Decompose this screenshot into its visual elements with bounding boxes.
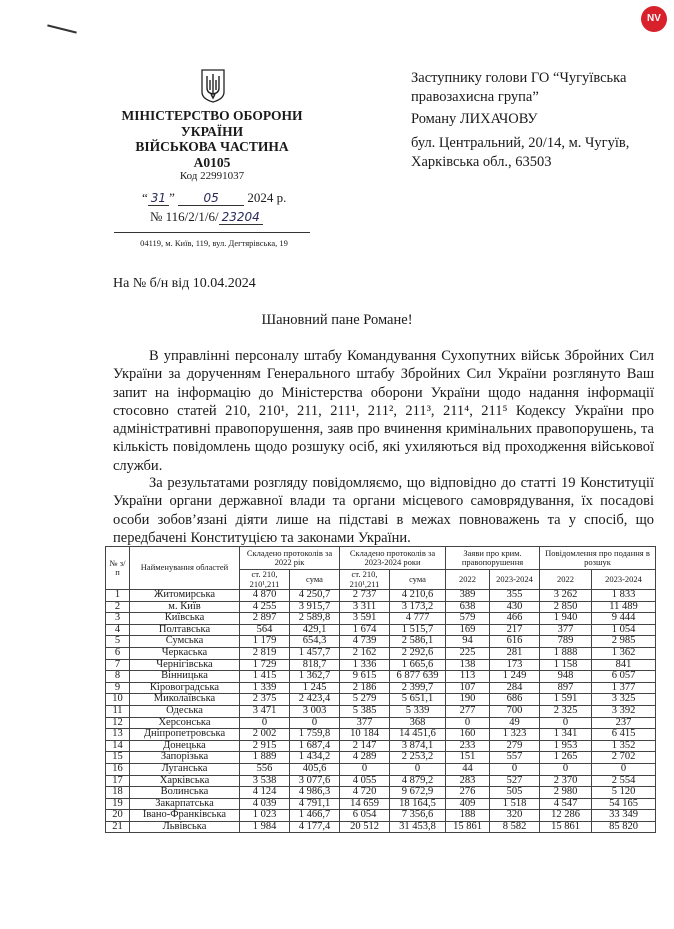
cell-sum-2022: 4 177,4 — [290, 821, 340, 833]
cell-region: Київська — [130, 613, 240, 625]
cell-wanted-2023-2024: 2 554 — [592, 775, 656, 787]
cell-region: Житомирська — [130, 590, 240, 602]
reference-line: На № б/н від 10.04.2024 — [113, 276, 256, 291]
cell-region: Харківська — [130, 775, 240, 787]
cell-protocols-2023-2024: 2 147 — [340, 740, 390, 752]
cell-reports-2022: 283 — [446, 775, 490, 787]
recipient-block — [411, 69, 661, 172]
cell-sum-2022: 2 423,4 — [290, 694, 340, 706]
table-row — [106, 821, 656, 833]
col-subheader-2023-2024: 2023-2024 — [490, 570, 540, 590]
divider — [114, 232, 310, 233]
sender-block — [112, 108, 312, 170]
cell-wanted-2023-2024: 54 165 — [592, 798, 656, 810]
cell-region: Чернігівська — [130, 659, 240, 671]
table-row — [106, 775, 656, 787]
cell-wanted-2023-2024: 6 415 — [592, 729, 656, 741]
cell-wanted-2023-2024: 0 — [592, 763, 656, 775]
cell-reports-2023-2024: 1 249 — [490, 671, 540, 683]
cell-sum-2023-2024: 4 879,2 — [390, 775, 446, 787]
cell-sum-2022: 1 434,2 — [290, 752, 340, 764]
cell-reports-2022: 160 — [446, 729, 490, 741]
col-subheader-articles: ст. 210, 210¹,211 — [340, 570, 390, 590]
cell-number: 14 — [106, 740, 130, 752]
cell-sum-2023-2024: 5 651,1 — [390, 694, 446, 706]
sender-line: УКРАЇНИ — [180, 123, 244, 139]
cell-wanted-2022: 0 — [540, 763, 592, 775]
cell-sum-2023-2024: 31 453,8 — [390, 821, 446, 833]
cell-protocols-2023-2024: 4 055 — [340, 775, 390, 787]
cell-sum-2022: 3 077,6 — [290, 775, 340, 787]
cell-number: 9 — [106, 682, 130, 694]
sender-line: МІНІСТЕРСТВО ОБОРОНИ — [121, 108, 303, 123]
cell-wanted-2022: 3 262 — [540, 590, 592, 602]
cell-sum-2022: 1 362,7 — [290, 671, 340, 683]
cell-sum-2022: 0 — [290, 717, 340, 729]
cell-wanted-2023-2024: 2 985 — [592, 636, 656, 648]
cell-sum-2023-2024: 2 292,6 — [390, 647, 446, 659]
cell-sum-2022: 1 687,4 — [290, 740, 340, 752]
cell-number: 10 — [106, 694, 130, 706]
cell-reports-2023-2024: 279 — [490, 740, 540, 752]
col-subheader-2022: 2022 — [540, 570, 592, 590]
cell-protocols-2022: 2 915 — [240, 740, 290, 752]
cell-wanted-2023-2024: 11 489 — [592, 601, 656, 613]
cell-number: 21 — [106, 821, 130, 833]
cell-sum-2022: 429,1 — [290, 624, 340, 636]
cell-protocols-2022: 1 339 — [240, 682, 290, 694]
cell-number: 8 — [106, 671, 130, 683]
cell-protocols-2022: 556 — [240, 763, 290, 775]
cell-reports-2022: 190 — [446, 694, 490, 706]
cell-protocols-2022: 4 255 — [240, 601, 290, 613]
registration-number — [150, 209, 263, 225]
salutation: Шановний пане Романе! — [261, 312, 413, 328]
cell-protocols-2022: 2 819 — [240, 647, 290, 659]
col-header-number: № з/п — [106, 547, 130, 590]
cell-region: Запорізька — [130, 752, 240, 764]
cell-sum-2022: 1 457,7 — [290, 647, 340, 659]
cell-number: 17 — [106, 775, 130, 787]
cell-wanted-2023-2024: 1 352 — [592, 740, 656, 752]
cell-wanted-2022: 789 — [540, 636, 592, 648]
cell-number: 12 — [106, 717, 130, 729]
cell-wanted-2022: 4 547 — [540, 798, 592, 810]
cell-sum-2022: 818,7 — [290, 659, 340, 671]
cell-wanted-2023-2024: 9 444 — [592, 613, 656, 625]
cell-sum-2022: 3 915,7 — [290, 601, 340, 613]
cell-protocols-2022: 564 — [240, 624, 290, 636]
cell-wanted-2022: 948 — [540, 671, 592, 683]
cell-number: 7 — [106, 659, 130, 671]
cell-sum-2023-2024: 4 777 — [390, 613, 446, 625]
col-subheader-2023-2024: 2023-2024 — [592, 570, 656, 590]
cell-protocols-2023-2024: 5 385 — [340, 705, 390, 717]
table-row — [106, 729, 656, 741]
cell-wanted-2023-2024: 85 820 — [592, 821, 656, 833]
table-row — [106, 694, 656, 706]
cell-protocols-2022: 1 179 — [240, 636, 290, 648]
cell-protocols-2022: 1 889 — [240, 752, 290, 764]
cell-sum-2022: 1 759,8 — [290, 729, 340, 741]
cell-wanted-2023-2024: 1 362 — [592, 647, 656, 659]
table-row — [106, 717, 656, 729]
cell-protocols-2023-2024: 2 162 — [340, 647, 390, 659]
cell-sum-2023-2024: 5 339 — [390, 705, 446, 717]
col-subheader-sum: сума — [390, 570, 446, 590]
cell-reports-2022: 225 — [446, 647, 490, 659]
table-row — [106, 647, 656, 659]
cell-number: 1 — [106, 590, 130, 602]
date-month: 05 — [178, 191, 244, 206]
cell-wanted-2023-2024: 1 054 — [592, 624, 656, 636]
cell-reports-2023-2024: 616 — [490, 636, 540, 648]
cell-wanted-2023-2024: 2 702 — [592, 752, 656, 764]
cell-protocols-2022: 3 538 — [240, 775, 290, 787]
recipient-line: Харківська обл., 63503 — [411, 154, 552, 170]
cell-wanted-2022: 2 370 — [540, 775, 592, 787]
cell-reports-2023-2024: 527 — [490, 775, 540, 787]
sender-line: ВІЙСЬКОВА ЧАСТИНА — [135, 139, 289, 154]
body-paragraph: За результатами розгляду повідомляємо, що відповідно до статті 19 Конституції України органи державної влади та органи місцевого самоврядування, їх посадові особи зобов’язані діяти лише на підставі в межах повноважень та у спосіб, що передбачені Конституцією та законами України. — [113, 475, 654, 546]
cell-protocols-2023-2024: 3 311 — [340, 601, 390, 613]
cell-reports-2022: 0 — [446, 717, 490, 729]
cell-reports-2022: 113 — [446, 671, 490, 683]
table-row — [106, 659, 656, 671]
cell-sum-2022: 654,3 — [290, 636, 340, 648]
cell-wanted-2022: 1 265 — [540, 752, 592, 764]
table-row — [106, 590, 656, 602]
cell-sum-2022: 4 986,3 — [290, 787, 340, 799]
cell-wanted-2022: 1 953 — [540, 740, 592, 752]
cell-protocols-2022: 4 124 — [240, 787, 290, 799]
sender-line: А0105 — [193, 154, 231, 170]
cell-reports-2022: 409 — [446, 798, 490, 810]
cell-reports-2023-2024: 284 — [490, 682, 540, 694]
cell-protocols-2022: 1 984 — [240, 821, 290, 833]
cell-region: Івано-Франківська — [130, 810, 240, 822]
table-row — [106, 671, 656, 683]
table-row — [106, 682, 656, 694]
outgoing-date: “ 31 ” 05 2024 р. — [142, 190, 287, 205]
cell-wanted-2022: 2 850 — [540, 601, 592, 613]
cell-sum-2022: 2 589,8 — [290, 613, 340, 625]
cell-reports-2023-2024: 557 — [490, 752, 540, 764]
cell-protocols-2023-2024: 2 737 — [340, 590, 390, 602]
cell-wanted-2022: 1 591 — [540, 694, 592, 706]
col-header-region: Найменування областей — [130, 547, 240, 590]
cell-region: Закарпатська — [130, 798, 240, 810]
cell-sum-2023-2024: 0 — [390, 763, 446, 775]
cell-protocols-2023-2024: 20 512 — [340, 821, 390, 833]
cell-wanted-2023-2024: 6 057 — [592, 671, 656, 683]
cell-sum-2023-2024: 6 877 639 — [390, 671, 446, 683]
cell-reports-2022: 107 — [446, 682, 490, 694]
cell-region: Сумська — [130, 636, 240, 648]
col-subheader-2022: 2022 — [446, 570, 490, 590]
cell-region: Дніпропетровська — [130, 729, 240, 741]
table-row — [106, 810, 656, 822]
statistics-table — [105, 546, 656, 833]
cell-wanted-2023-2024: 1 833 — [592, 590, 656, 602]
cell-wanted-2023-2024: 237 — [592, 717, 656, 729]
cell-wanted-2022: 12 286 — [540, 810, 592, 822]
cell-reports-2023-2024: 320 — [490, 810, 540, 822]
col-header-protocols-2023-2024: Складено протоколів за 2023-2024 роки — [340, 547, 446, 570]
cell-region: Донецька — [130, 740, 240, 752]
cell-protocols-2023-2024: 6 054 — [340, 810, 390, 822]
cell-sum-2023-2024: 18 164,5 — [390, 798, 446, 810]
cell-number: 20 — [106, 810, 130, 822]
col-header-protocols-2022: Складено протоколів за 2022 рік — [240, 547, 340, 570]
cell-reports-2023-2024: 505 — [490, 787, 540, 799]
cell-protocols-2023-2024: 0 — [340, 763, 390, 775]
cell-protocols-2022: 2 002 — [240, 729, 290, 741]
cell-region: Львівська — [130, 821, 240, 833]
cell-protocols-2022: 1 415 — [240, 671, 290, 683]
cell-number: 3 — [106, 613, 130, 625]
cell-sum-2022: 4 250,7 — [290, 590, 340, 602]
cell-reports-2022: 151 — [446, 752, 490, 764]
col-header-criminal-reports: Заяви про крим. правопорушення — [446, 547, 540, 570]
cell-protocols-2022: 1 023 — [240, 810, 290, 822]
cell-sum-2023-2024: 4 210,6 — [390, 590, 446, 602]
cell-region: Волинська — [130, 787, 240, 799]
col-header-wanted-notices: Повідомлення про подання в розшук — [540, 547, 656, 570]
cell-region: Вінницька — [130, 671, 240, 683]
cell-wanted-2023-2024: 5 120 — [592, 787, 656, 799]
sender-address: 04119, м. Київ, 119, вул. Дегтярівська, 19 — [140, 238, 288, 248]
cell-wanted-2023-2024: 3 392 — [592, 705, 656, 717]
cell-sum-2022: 4 791,1 — [290, 798, 340, 810]
cell-reports-2023-2024: 8 582 — [490, 821, 540, 833]
cell-sum-2023-2024: 2 399,7 — [390, 682, 446, 694]
table-row — [106, 624, 656, 636]
body-paragraph: В управлінні персоналу штабу Командування Сухопутних військ Збройних Сил України за дорученням Генерального штабу Збройних Сил України розглянуто Ваш запит на інформацію до Міністерства оборони України щодо надання інформації стосовно статей 210, 210¹, 211, 211¹, 211², 211³, 211⁴, 211⁵ Кодексу України про адміністративні правопорушення, заяв про вчинення кримінальних правопорушень, та кількість повідомлень щодо розшуку осіб, які ухиляються від проходження військової служби. — [113, 348, 654, 474]
cell-protocols-2022: 3 471 — [240, 705, 290, 717]
cell-wanted-2022: 2 325 — [540, 705, 592, 717]
cell-protocols-2023-2024: 377 — [340, 717, 390, 729]
table-row — [106, 601, 656, 613]
table-row — [106, 763, 656, 775]
table-body — [106, 590, 656, 833]
cell-reports-2022: 138 — [446, 659, 490, 671]
table-row — [106, 636, 656, 648]
recipient-line: Заступнику голови ГО “Чугуївська — [411, 70, 627, 86]
date-year: 2024 р. — [247, 190, 287, 205]
cell-protocols-2022: 1 729 — [240, 659, 290, 671]
cell-protocols-2023-2024: 1 674 — [340, 624, 390, 636]
table-header-row — [106, 547, 656, 570]
cell-number: 6 — [106, 647, 130, 659]
table-row — [106, 705, 656, 717]
cell-number: 13 — [106, 729, 130, 741]
cell-region: Херсонська — [130, 717, 240, 729]
cell-wanted-2022: 15 861 — [540, 821, 592, 833]
cell-sum-2022: 1 245 — [290, 682, 340, 694]
cell-sum-2023-2024: 14 451,6 — [390, 729, 446, 741]
cell-reports-2023-2024: 355 — [490, 590, 540, 602]
cell-sum-2023-2024: 3 173,2 — [390, 601, 446, 613]
cell-region: Луганська — [130, 763, 240, 775]
cell-number: 16 — [106, 763, 130, 775]
cell-reports-2022: 233 — [446, 740, 490, 752]
scan-mark — [47, 24, 77, 33]
cell-reports-2022: 277 — [446, 705, 490, 717]
cell-region: Миколаївська — [130, 694, 240, 706]
table-row — [106, 613, 656, 625]
table-row — [106, 740, 656, 752]
cell-protocols-2023-2024: 10 184 — [340, 729, 390, 741]
cell-wanted-2022: 1 940 — [540, 613, 592, 625]
cell-protocols-2023-2024: 4 720 — [340, 787, 390, 799]
cell-protocols-2023-2024: 2 186 — [340, 682, 390, 694]
cell-sum-2022: 3 003 — [290, 705, 340, 717]
cell-wanted-2023-2024: 841 — [592, 659, 656, 671]
cell-protocols-2022: 0 — [240, 717, 290, 729]
cell-region: Черкаська — [130, 647, 240, 659]
cell-sum-2023-2024: 3 874,1 — [390, 740, 446, 752]
recipient-line: правозахисна група” — [411, 89, 539, 105]
recipient-line: бул. Центральний, 20/14, м. Чугуїв, — [411, 135, 630, 151]
sender-code: Код 22991037 — [179, 170, 245, 182]
cell-reports-2023-2024: 173 — [490, 659, 540, 671]
table-row — [106, 752, 656, 764]
col-subheader-sum: сума — [290, 570, 340, 590]
cell-wanted-2022: 377 — [540, 624, 592, 636]
cell-region: Полтавська — [130, 624, 240, 636]
reg-number: 23204 — [219, 210, 263, 225]
cell-number: 2 — [106, 601, 130, 613]
cell-sum-2023-2024: 2 586,1 — [390, 636, 446, 648]
cell-reports-2023-2024: 0 — [490, 763, 540, 775]
cell-reports-2023-2024: 686 — [490, 694, 540, 706]
cell-number: 19 — [106, 798, 130, 810]
cell-reports-2022: 44 — [446, 763, 490, 775]
cell-wanted-2022: 897 — [540, 682, 592, 694]
cell-wanted-2023-2024: 3 325 — [592, 694, 656, 706]
cell-sum-2023-2024: 9 672,9 — [390, 787, 446, 799]
cell-protocols-2022: 2 897 — [240, 613, 290, 625]
cell-protocols-2023-2024: 3 591 — [340, 613, 390, 625]
table-row — [106, 787, 656, 799]
cell-sum-2022: 405,6 — [290, 763, 340, 775]
cell-sum-2023-2024: 1 515,7 — [390, 624, 446, 636]
cell-reports-2023-2024: 466 — [490, 613, 540, 625]
cell-region: Кіровоградська — [130, 682, 240, 694]
cell-wanted-2022: 2 980 — [540, 787, 592, 799]
cell-wanted-2022: 1 888 — [540, 647, 592, 659]
cell-region: м. Київ — [130, 601, 240, 613]
cell-protocols-2022: 2 375 — [240, 694, 290, 706]
cell-number: 15 — [106, 752, 130, 764]
cell-number: 4 — [106, 624, 130, 636]
cell-wanted-2022: 1 158 — [540, 659, 592, 671]
reg-prefix: № 116/2/1/6/ — [150, 209, 219, 224]
cell-protocols-2023-2024: 1 336 — [340, 659, 390, 671]
nv-logo-badge: NV — [641, 6, 667, 32]
trident-emblem-icon — [200, 68, 226, 104]
cell-reports-2022: 188 — [446, 810, 490, 822]
col-subheader-articles: ст. 210, 210¹,211 — [240, 570, 290, 590]
cell-protocols-2022: 4 039 — [240, 798, 290, 810]
cell-wanted-2023-2024: 33 349 — [592, 810, 656, 822]
cell-reports-2022: 94 — [446, 636, 490, 648]
cell-reports-2023-2024: 1 323 — [490, 729, 540, 741]
cell-reports-2022: 579 — [446, 613, 490, 625]
cell-number: 5 — [106, 636, 130, 648]
cell-wanted-2023-2024: 1 377 — [592, 682, 656, 694]
cell-wanted-2022: 1 341 — [540, 729, 592, 741]
cell-region: Одеська — [130, 705, 240, 717]
recipient-line: Роману ЛИХАЧОВУ — [411, 111, 538, 127]
cell-sum-2023-2024: 2 253,2 — [390, 752, 446, 764]
cell-number: 18 — [106, 787, 130, 799]
cell-reports-2022: 15 861 — [446, 821, 490, 833]
cell-sum-2023-2024: 1 665,6 — [390, 659, 446, 671]
cell-sum-2023-2024: 7 356,6 — [390, 810, 446, 822]
date-day: 31 — [148, 191, 169, 206]
cell-reports-2023-2024: 217 — [490, 624, 540, 636]
cell-wanted-2022: 0 — [540, 717, 592, 729]
cell-protocols-2023-2024: 4 289 — [340, 752, 390, 764]
cell-reports-2023-2024: 281 — [490, 647, 540, 659]
cell-reports-2023-2024: 700 — [490, 705, 540, 717]
cell-sum-2023-2024: 368 — [390, 717, 446, 729]
cell-protocols-2023-2024: 5 279 — [340, 694, 390, 706]
cell-protocols-2022: 4 870 — [240, 590, 290, 602]
statistics-table-wrapper — [105, 546, 655, 833]
cell-protocols-2023-2024: 9 615 — [340, 671, 390, 683]
cell-number: 11 — [106, 705, 130, 717]
cell-protocols-2023-2024: 14 659 — [340, 798, 390, 810]
cell-protocols-2023-2024: 4 739 — [340, 636, 390, 648]
cell-reports-2022: 389 — [446, 590, 490, 602]
cell-reports-2022: 276 — [446, 787, 490, 799]
cell-reports-2022: 638 — [446, 601, 490, 613]
table-row — [106, 798, 656, 810]
cell-sum-2022: 1 466,7 — [290, 810, 340, 822]
cell-reports-2023-2024: 430 — [490, 601, 540, 613]
cell-reports-2023-2024: 1 518 — [490, 798, 540, 810]
cell-reports-2023-2024: 49 — [490, 717, 540, 729]
cell-reports-2022: 169 — [446, 624, 490, 636]
